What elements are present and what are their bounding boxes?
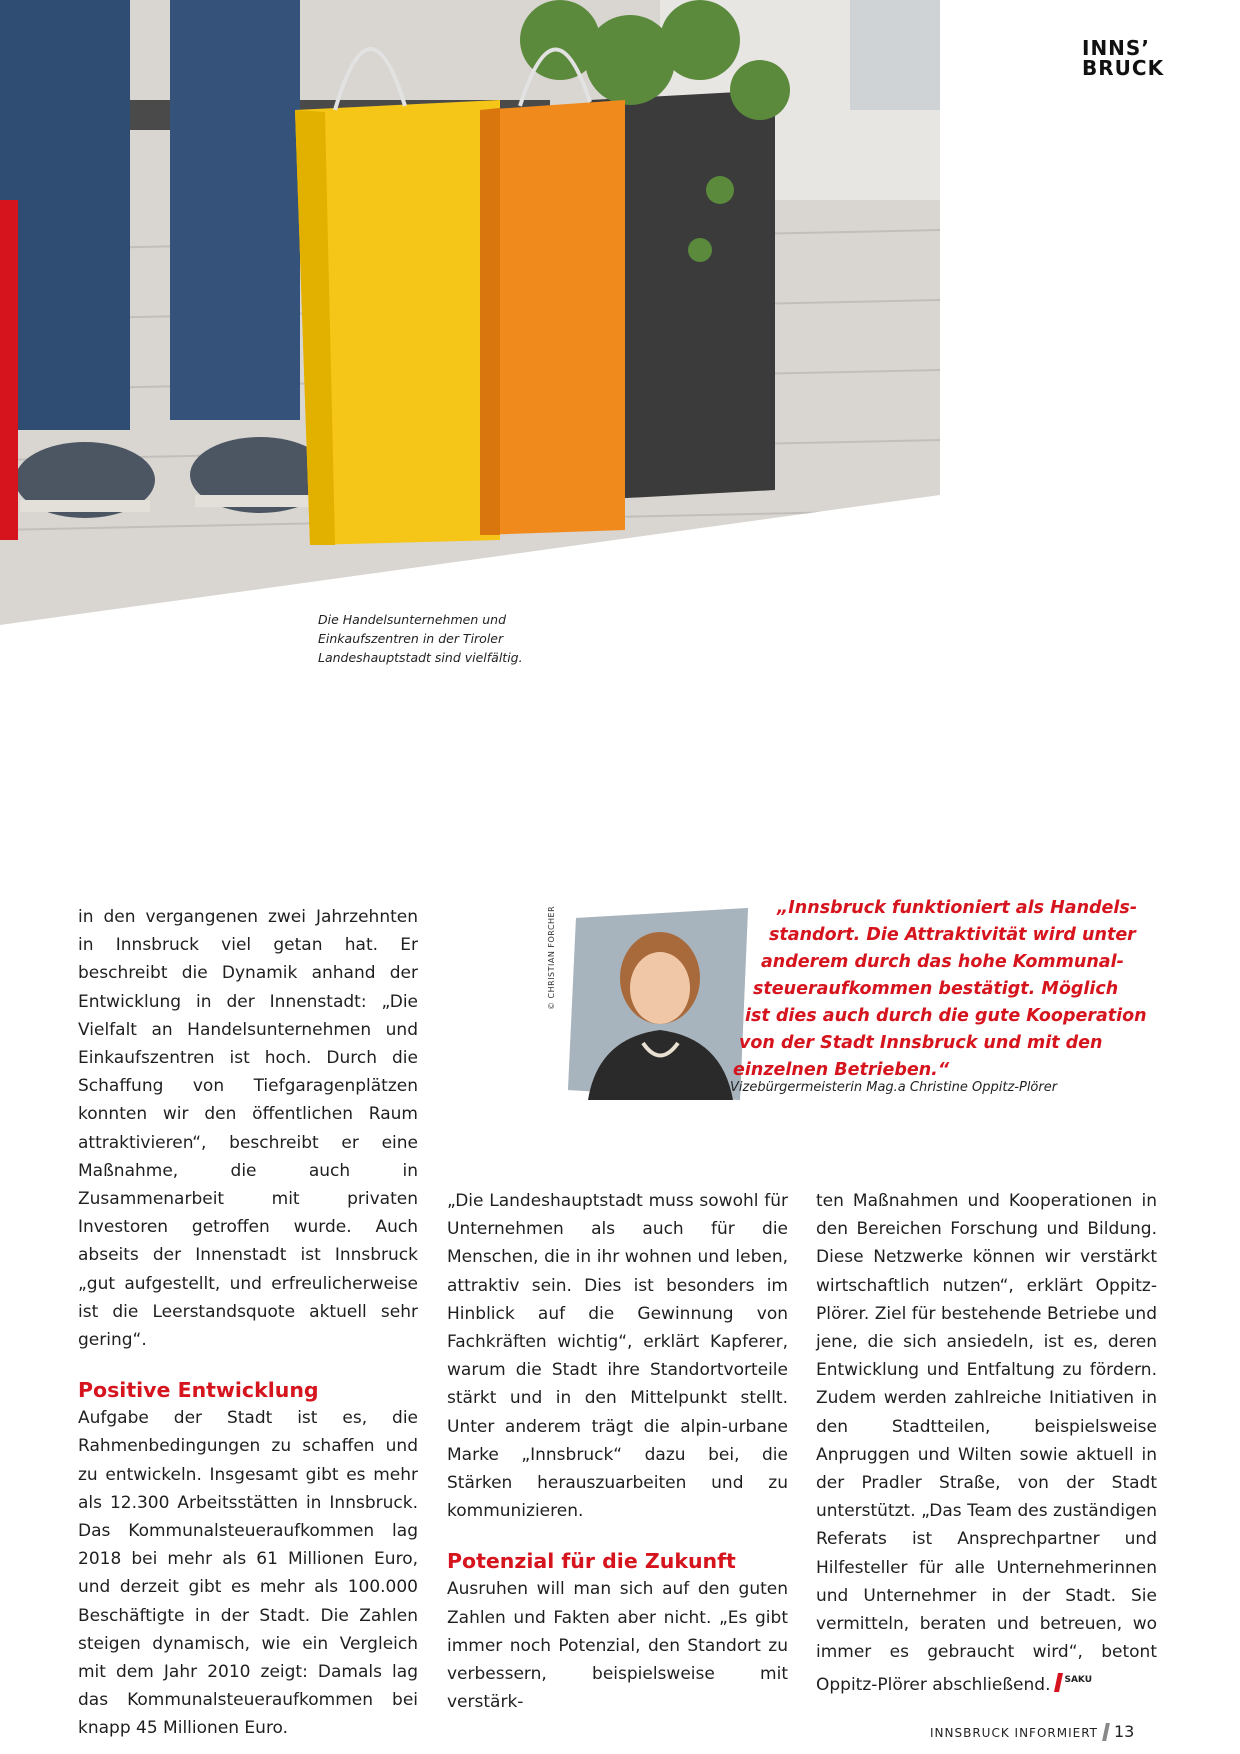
page-footer bbox=[930, 1722, 1134, 1741]
column1-paragraph-2: Aufgabe der Stadt ist es, die Rahmenbedingungen zu schaffen und zu entwickeln. Insgesamt gibt es mehr als 12.300 Arbeitsstätten in Innsbruck. Das Kommunalsteueraufkommen lag 2018 bei mehr als 61 Millionen Euro, und derzeit gibt es mehr als 100.000 Beschäftigte in der Stadt. Die Zahlen steigen dynamisch, wie ein Vergleich mit dem Jahr 2010 zeigt: Damals lag das Kommunalsteueraufkommen bei knapp 45 Millionen Euro. bbox=[78, 1408, 418, 1739]
logo-line1: INNS’ bbox=[1082, 36, 1150, 60]
article-column-2 bbox=[447, 1187, 788, 1716]
quote-attribution: Vizebürgermeisterin Mag.a Christine Oppitz-Plörer bbox=[730, 1080, 1058, 1095]
end-mark-icon bbox=[1054, 1673, 1063, 1692]
quote-line: steueraufkommen bestätigt. Möglich bbox=[753, 979, 1119, 999]
quote-line: ist dies auch durch die gute Kooperation bbox=[745, 1006, 1147, 1026]
column3-paragraph-1 bbox=[816, 1187, 1157, 1700]
publication-name: INNSBRUCK INFORMIERT bbox=[930, 1726, 1098, 1740]
logo-line2: BRUCK bbox=[1082, 56, 1165, 80]
author-initials: SAKU bbox=[1064, 1675, 1093, 1686]
quote-line: „Innsbruck funktioniert als Handels- bbox=[777, 898, 1138, 918]
shopping-bags-photo bbox=[0, 0, 940, 625]
quote-line: einzelnen Betrieben.“ bbox=[733, 1060, 950, 1080]
footer-divider-icon bbox=[1102, 1723, 1110, 1741]
column2-paragraph-2: Ausruhen will man sich auf den guten Zahlen und Fakten aber nicht. „Es gibt immer noch Potenzial, den Standort zu verbessern, beispielsweise mit verstärk- bbox=[447, 1579, 788, 1713]
photo-caption: Die Handelsunternehmen und Einkaufszentren in der Tiroler Landeshauptstadt sind vielfältig. bbox=[318, 612, 523, 665]
article-column-1 bbox=[78, 903, 418, 1743]
innsbruck-logo bbox=[1082, 38, 1164, 78]
heading-positive-entwicklung: Positive Entwicklung bbox=[78, 1378, 319, 1403]
column3-text: ten Maßnahmen und Kooperationen in den Bereichen Forschung und Bildung. Diese Netzwerke können wir verstärkt wirtschaftlich nutzen“, erklärt Oppitz-Plörer. Ziel für bestehende Betriebe und jene, die sich ansiedeln, ist es, deren Entwicklung und Entfaltung zu fördern. Zudem werden zahlreiche Initiativen in den Stadtteilen, beispielsweise Anpruggen und Wilten sowie aktuell in der Pradler Straße, von der Stadt unterstützt. „Das Team des zuständigen Referats ist Ansprechpartner und Hilfesteller für alle Unternehmerinnen und Unternehmer in der Stadt. Sie vermitteln, beraten und betreuen, wo immer es gebraucht wird“, betont Oppitz-Plörer abschließend. bbox=[816, 1191, 1157, 1696]
quote-line: standort. Die Attraktivität wird unter bbox=[769, 925, 1136, 945]
page-number: 13 bbox=[1114, 1722, 1135, 1741]
pull-quote bbox=[733, 895, 1147, 1084]
column1-paragraph-1: in den vergangenen zwei Jahrzehnten in Innsbruck viel getan hat. Er beschreibt die Dynamik anhand der Entwicklung in der Innenstadt: „Die Vielfalt an Handelsunternehmen und Einkaufszentren ist hoch. Durch die Schaffung von Tiefgaragenplätzen konnten wir den öffentlichen Raum attraktivieren“, beschreibt er eine Maßnahme, die auch in Zusammenarbeit mit privaten Investoren getroffen wurde. Auch abseits der Innenstadt ist Innsbruck „gut aufgestellt, und erfreulicherweise ist die Leerstandsquote aktuell sehr gering“. bbox=[78, 907, 418, 1351]
photo-credit: © CHRISTIAN FORCHER bbox=[547, 905, 556, 1010]
heading-potenzial-zukunft: Potenzial für die Zukunft bbox=[447, 1549, 736, 1574]
column2-paragraph-1: „Die Landeshauptstadt muss sowohl für Unternehmen als auch für die Menschen, die in ihr wohnen und leben, attraktiv sein. Dies ist besonders im Hinblick auf die Gewinnung von Fachkräften wichtig“, erklärt Kapferer, warum die Stadt ihre Standortvorteile stärkt und in den Mittelpunkt stellt. Unter anderem trägt die alpin-urbane Marke „Innsbruck“ dazu bei, die Stärken herauszuarbeiten und zu kommunizieren. bbox=[447, 1191, 788, 1522]
quote-line: von der Stadt Innsbruck und mit den bbox=[739, 1033, 1103, 1053]
portrait-photo bbox=[568, 908, 748, 1100]
article-column-3 bbox=[816, 1187, 1157, 1700]
quote-line: anderem durch das hohe Kommunal- bbox=[761, 952, 1124, 972]
